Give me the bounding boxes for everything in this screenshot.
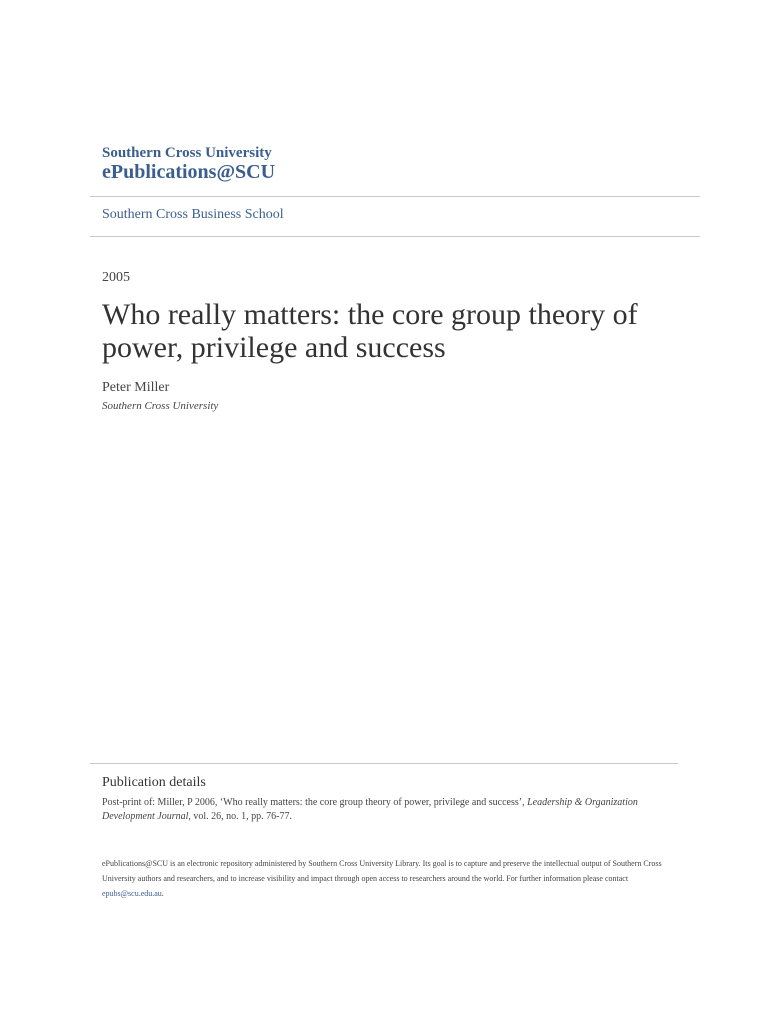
- citation-suffix: , vol. 26, no. 1, pp. 76-77.: [188, 811, 292, 822]
- university-name: Southern Cross University: [102, 145, 272, 161]
- publication-year: 2005: [102, 270, 130, 285]
- divider-bottom: [90, 763, 678, 764]
- divider-middle: [90, 236, 700, 237]
- repository-description: [102, 856, 682, 901]
- contact-email-link[interactable]: epubs@scu.edu.au: [102, 889, 162, 898]
- repository-description-end: .: [161, 889, 164, 898]
- divider-top: [90, 196, 700, 197]
- publication-details-text: [102, 796, 682, 824]
- citation-prefix: Post-print of: Miller, P 2006, ‘Who really matters: the core group theory of power, privilege and success’,: [102, 797, 528, 808]
- school-link[interactable]: Southern Cross Business School: [102, 207, 284, 222]
- author-name: Peter Miller: [102, 380, 170, 395]
- repository-name: ePublications@SCU: [102, 161, 276, 183]
- publication-details-heading: Publication details: [102, 775, 206, 790]
- author-affiliation: Southern Cross University: [102, 400, 219, 412]
- journal-name: Leadership & Organization Development Journal: [102, 797, 638, 822]
- paper-title: Who really matters: the core group theory of power, privilege and success: [102, 298, 638, 364]
- repository-description-text: ePublications@SCU is an electronic repository administered by Southern Cross University Library. Its goal is to capture and preserve the intellectual output of Southern Cross University authors and researchers, and to increase visibility and impact through open access to researchers around the world. For further information please contact: [102, 859, 662, 883]
